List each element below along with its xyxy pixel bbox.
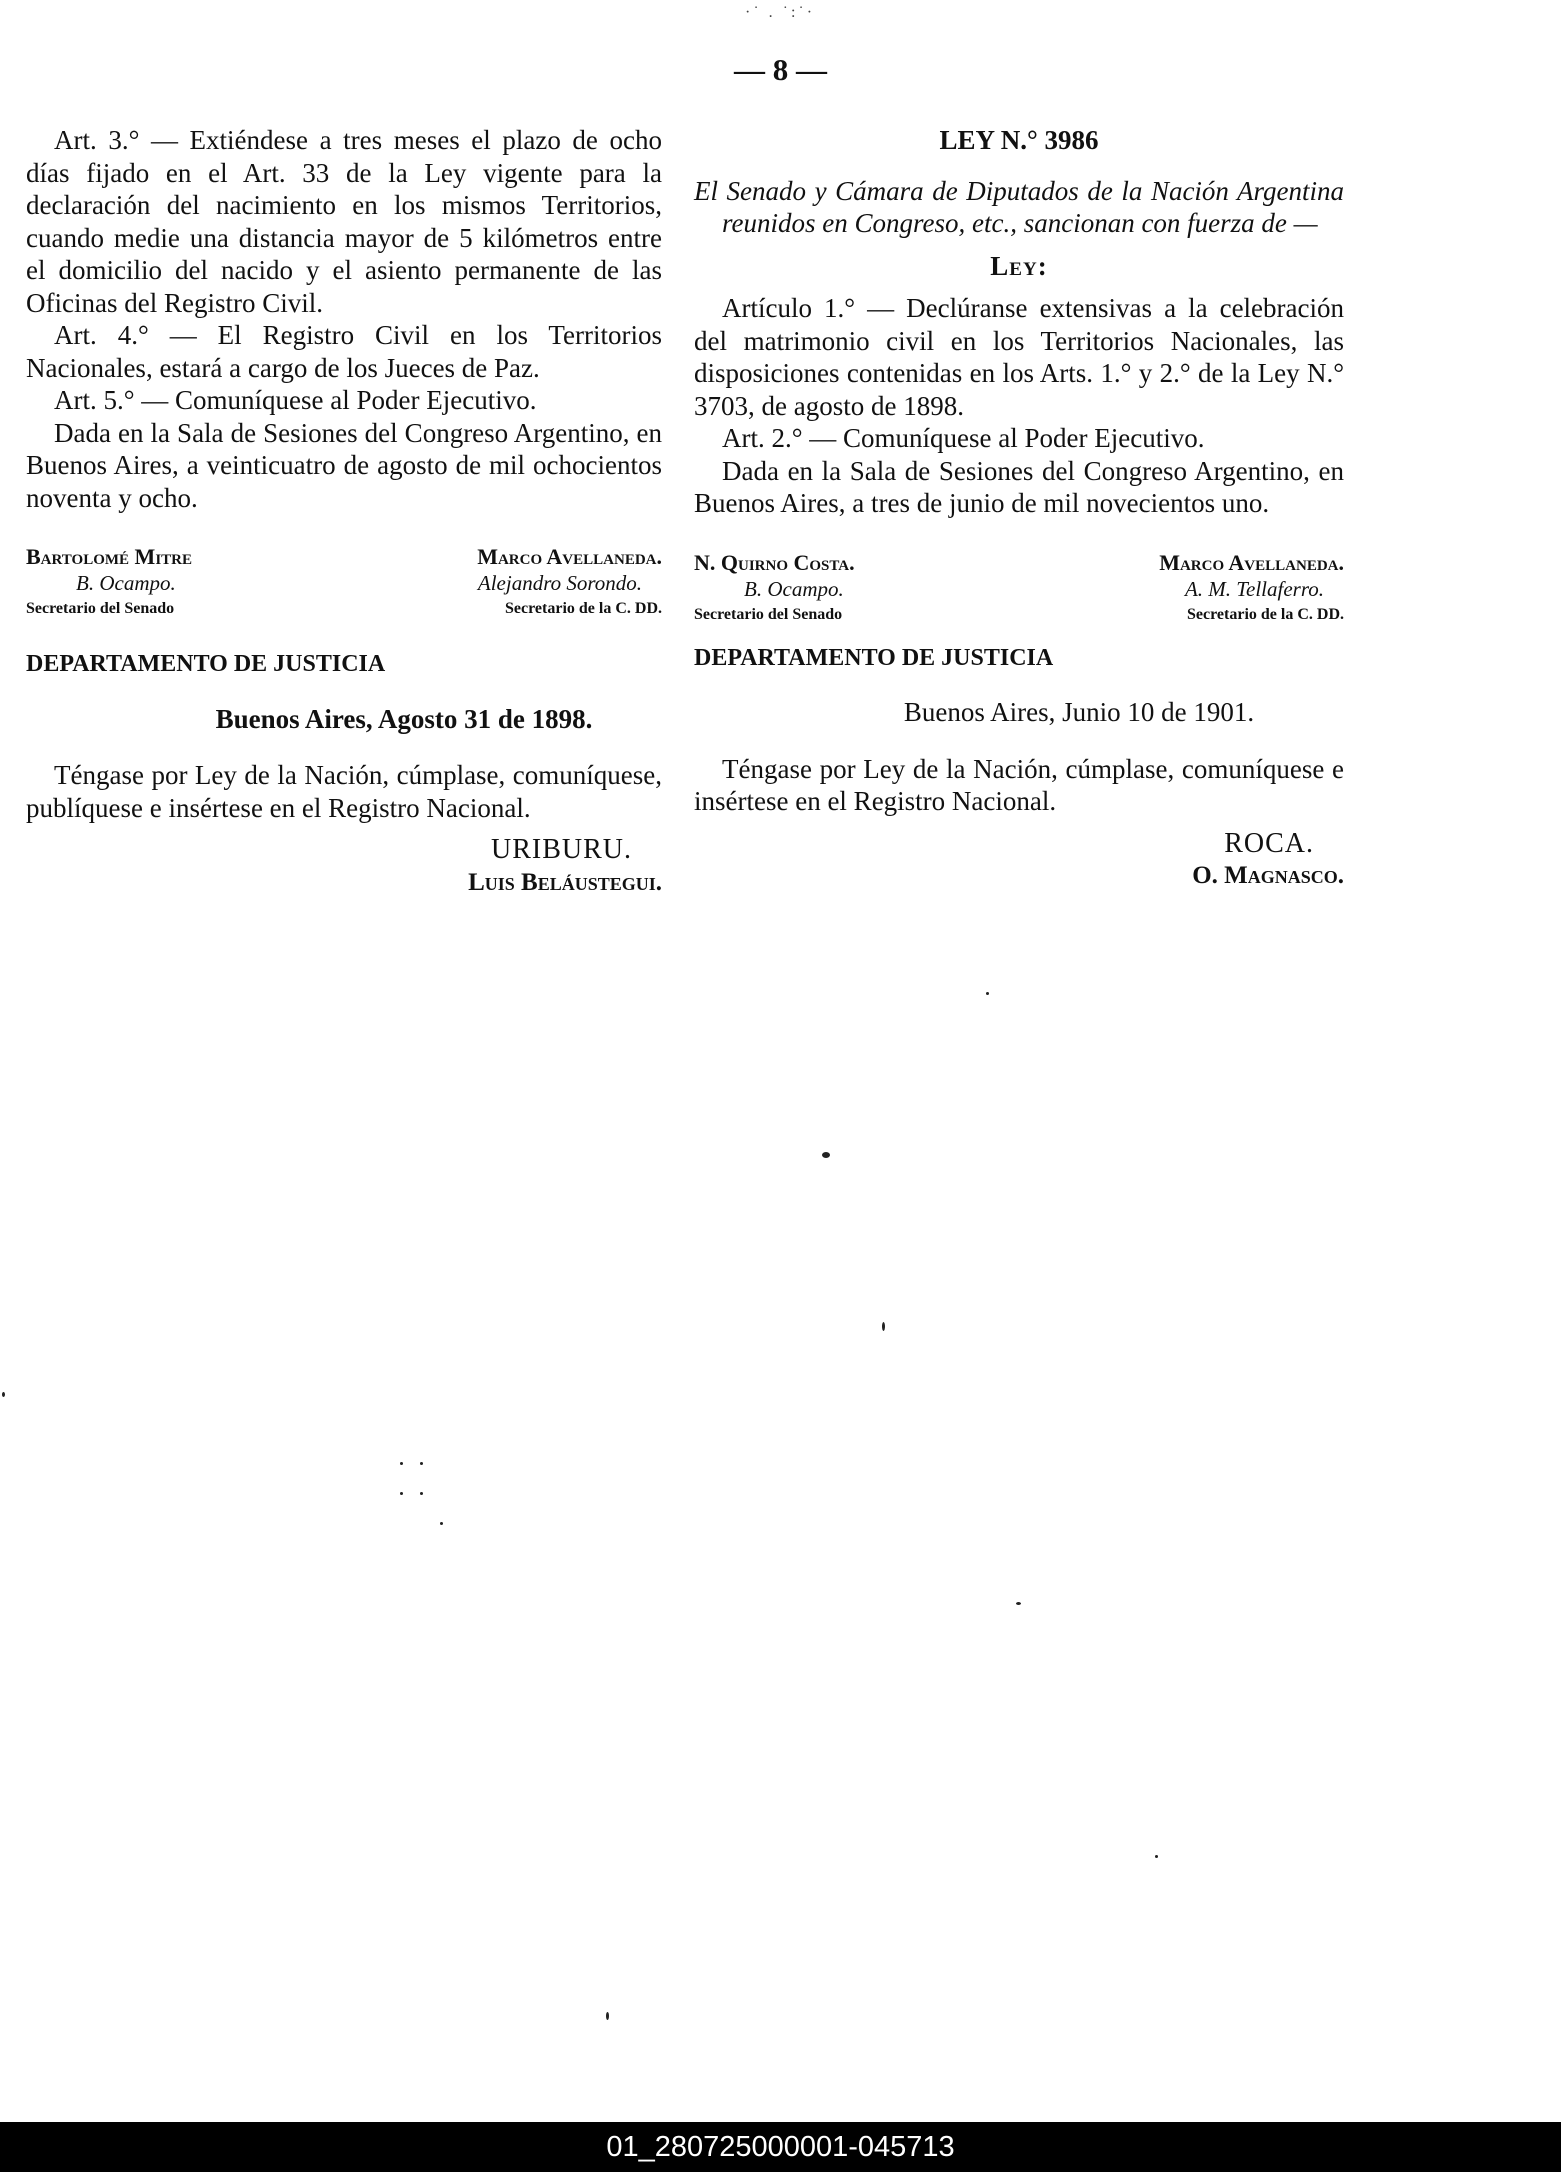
- closing-signatures: [694, 828, 1344, 893]
- signatory-name: Bartolomé Mitre: [26, 544, 192, 569]
- signature-left: [26, 544, 192, 622]
- president-signature: URIBURU.: [490, 834, 632, 865]
- article-3: Art. 3.° — Extiéndese a tres meses el plazo de ocho días fijado en el Art. 33 de la Ley vigente para la declaración del nacimiento en los mismos Territorios, cuando medie una distancia mayor de 5 kilómetros entre el domicilio del nacido y el asiento permanente de las Oficinas del Registro Civil.: [26, 125, 662, 318]
- law-title: LEY N.° 3986: [939, 125, 1099, 155]
- secretary-role: Secretario de la C. DD.: [505, 600, 662, 617]
- article-2: Art. 2.° — Comuníquese al Poder Ejecutivo.: [722, 423, 1205, 453]
- department-heading: DEPARTAMENTO DE JUSTICIA: [26, 651, 386, 677]
- page-number: — 8 —: [734, 52, 827, 87]
- scan-speck: [1016, 1602, 1021, 1605]
- signatory-name: N. Quirno Costa.: [694, 549, 855, 575]
- signatures-block: [694, 550, 1344, 628]
- article-5: Art. 5.° — Comuníquese al Poder Ejecutivo.: [54, 385, 537, 415]
- dada-paragraph: Dada en la Sala de Sesiones del Congreso Argentino, en Buenos Aires, a tres de junio de mil novecientos uno.: [694, 455, 1344, 518]
- scan-speck: [986, 992, 989, 995]
- secretary-name: Alejandro Sorondo.: [477, 571, 642, 595]
- right-column: [694, 124, 1344, 893]
- decree-text: Téngase por Ley de la Nación, cúmplase, comuníquese, publíquese e insértese en el Registro Nacional.: [26, 760, 662, 823]
- scan-speck: [400, 1492, 403, 1495]
- scan-speck: [420, 1462, 423, 1465]
- ley-heading: Ley:: [990, 250, 1048, 281]
- signature-right: [477, 544, 662, 622]
- scan-speck: [420, 1492, 423, 1495]
- scan-speck: [2, 1392, 5, 1397]
- president-signature: ROCA.: [1224, 827, 1314, 859]
- signatures-block: [26, 544, 662, 622]
- left-column: [26, 124, 662, 899]
- minister-signature: Luis Beláustegui.: [468, 868, 662, 896]
- secretary-role: Secretario del Senado: [694, 605, 843, 623]
- decree-date: Buenos Aires, Agosto 31 de 1898.: [215, 703, 593, 734]
- signatory-name: Marco Avellaneda.: [1159, 549, 1344, 575]
- signature-left: [694, 550, 855, 628]
- decree-text: Téngase por Ley de la Nación, cúmplase, comuníquese e insértese en el Registro Nacional.: [694, 753, 1344, 816]
- secretary-name: A. M. Tellaferro.: [1184, 576, 1324, 601]
- scan-footer-id: 01_280725000001-045713: [0, 2122, 1561, 2172]
- department-heading: DEPARTAMENTO DE JUSTICIA: [694, 644, 1054, 671]
- secretary-role: Secretario de la C. DD.: [1187, 605, 1344, 623]
- dada-paragraph: Dada en la Sala de Sesiones del Congreso Argentino, en Buenos Aires, a veinticuatro de agosto de mil ochocientos noventa y ocho.: [26, 417, 662, 513]
- scan-speck: [606, 2012, 609, 2020]
- article-4: Art. 4.° — El Registro Civil en los Territorios Nacionales, estará a cargo de los Jueces de Paz.: [26, 320, 662, 383]
- scan-speck: [440, 1522, 443, 1525]
- secretary-name: B. Ocampo.: [744, 576, 844, 601]
- secretary-name: B. Ocampo.: [76, 571, 176, 595]
- scan-speck: [822, 1152, 830, 1158]
- scan-speck: [1155, 1855, 1158, 1858]
- signatory-name: Marco Avellaneda.: [477, 544, 662, 569]
- closing-signatures: [26, 834, 662, 899]
- secretary-role: Secretario del Senado: [26, 600, 175, 617]
- preamble: El Senado y Cámara de Diputados de la Nación Argentina reunidos en Congreso, etc., sancionan con fuerza de —: [694, 175, 1344, 238]
- decree-date: Buenos Aires, Junio 10 de 1901.: [903, 697, 1255, 727]
- scan-speck: [400, 1462, 403, 1465]
- minister-signature: O. Magnasco.: [1192, 862, 1344, 889]
- scan-specks: ·˙ . ˙:˙·: [745, 4, 816, 21]
- signature-right: [1159, 550, 1344, 628]
- article-1: Artículo 1.° — Declúranse extensivas a la celebración del matrimonio civil en los Territorios Nacionales, las disposiciones contenidas en los Arts. 1.° y 2.° de la Ley N.° 3703, de agosto de 1898.: [694, 293, 1344, 421]
- scan-speck: [882, 1322, 885, 1331]
